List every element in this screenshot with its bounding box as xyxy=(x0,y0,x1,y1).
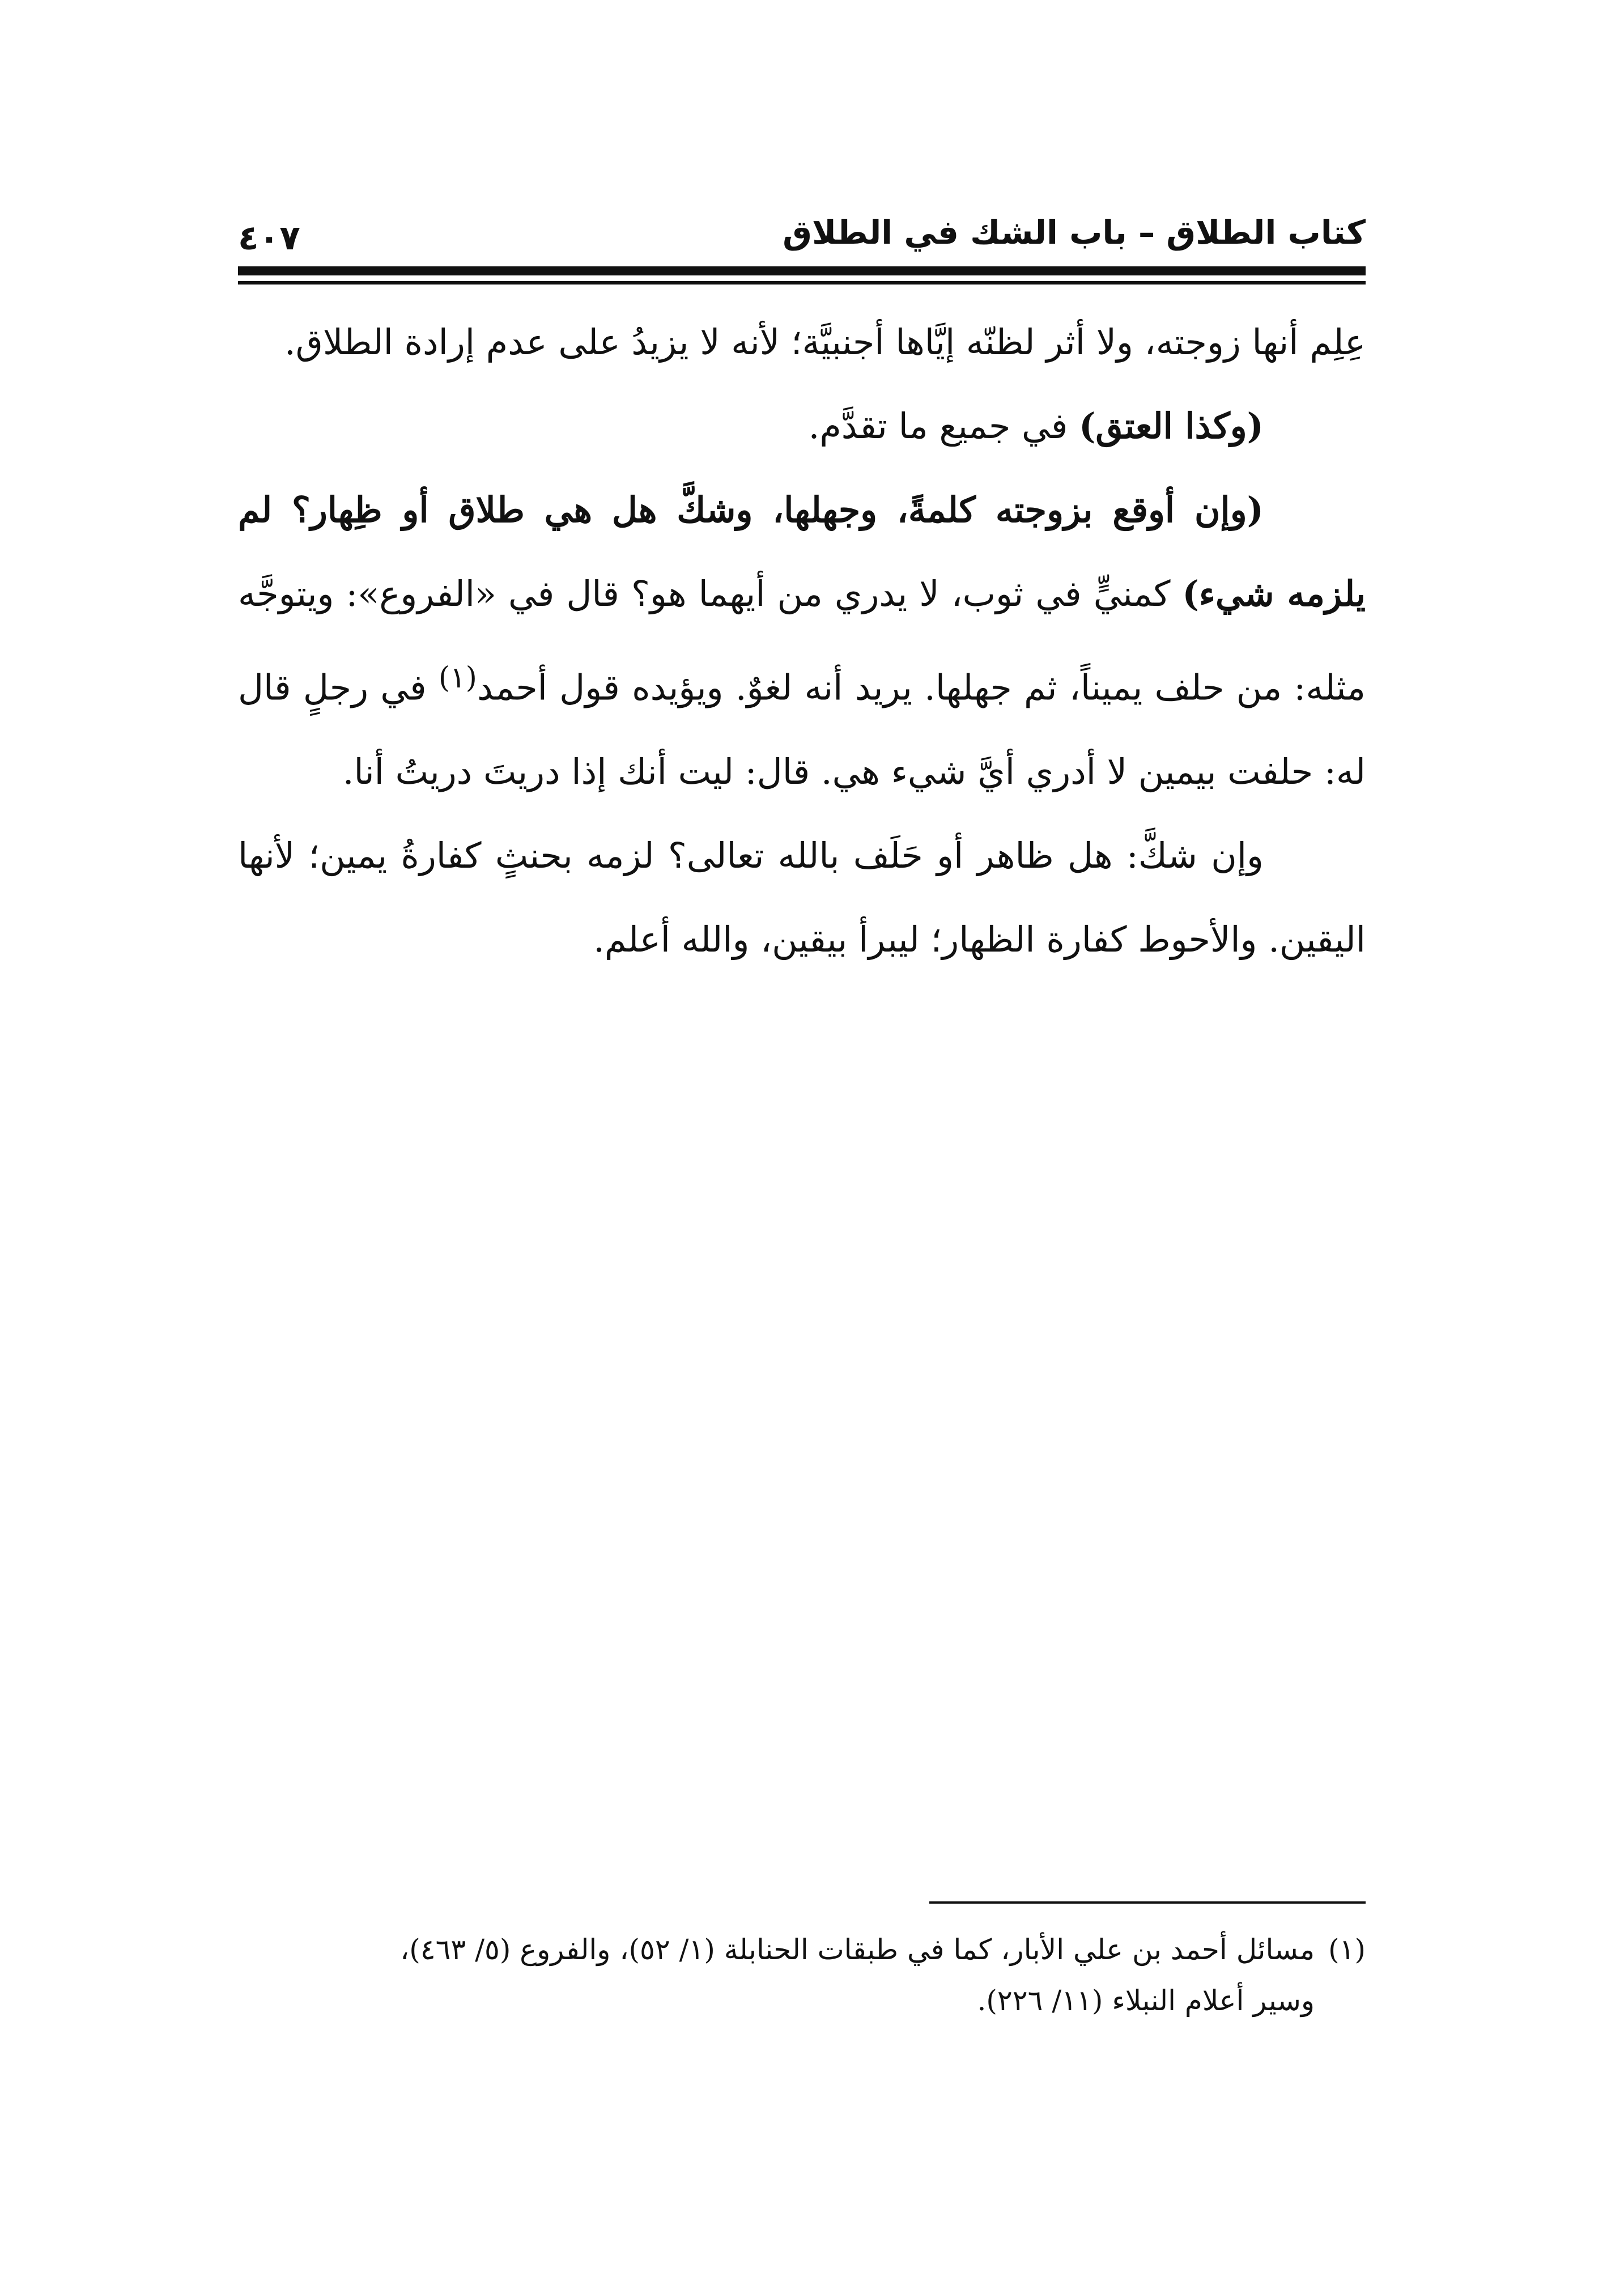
main-text xyxy=(238,300,1366,982)
footnote-1-line-2: وسير أعلام النبلاء (١١/ ٢٢٦). xyxy=(977,1984,1315,2017)
header-title: كتاب الطلاق – باب الشك في الطلاق xyxy=(783,213,1366,252)
paragraph-3 xyxy=(238,468,1366,814)
footnote-separator xyxy=(929,1901,1366,1904)
footnote-1-line-1 xyxy=(238,1924,1366,1975)
footnote-1-text: مسائل أحمد بن علي الأبار، كما في طبقات الحنابلة (١/ ٥٢)، والفروع (٥/ ٤٦٣)، xyxy=(400,1933,1315,1966)
paragraph-2 xyxy=(238,384,1366,468)
footnote-reference: (١) xyxy=(438,661,477,695)
running-header xyxy=(238,204,1366,261)
paragraph-2-text: في جميع ما تقدَّم. xyxy=(808,405,1079,447)
paragraph-3-tail: في رجلٍ قال له: حلفت بيمين لا أدري أيَّ شيء هي. قال: ليت أنك إذا دريتَ دريتُ أنا. xyxy=(238,666,1366,792)
header-rule-thin xyxy=(238,281,1366,284)
footnote-marker: (١) xyxy=(1328,1933,1366,1966)
footnotes xyxy=(238,1924,1366,2026)
page-number: ٤٠٧ xyxy=(238,218,300,258)
paragraph-3-text: كمنيٍّ في ثوب، لا يدري من أيهما هو؟ قال في «الفروع»: ويتوجَّه مثله: من حلف يميناً، ثم جهلها. يريد أنه لغوٌ. ويؤيده قول أحمد xyxy=(238,573,1366,708)
paragraph-1: عِلِم أنها زوجته، ولا أثر لظنّه إيَّاها أجنبيَّة؛ لأنه لا يزيدُ على عدم إرادة الطلاق. xyxy=(284,321,1366,363)
paragraph-2-bold: (وكذا العتق) xyxy=(1079,405,1264,447)
paragraph-4: وإن شكَّ: هل ظاهر أو حَلَف بالله تعالى؟ لزمه بحنثٍ كفارةُ يمين؛ لأنها اليقين. والأحوط كفارة الظهار؛ ليبرأ بيقين، والله أعلم. xyxy=(238,834,1366,960)
header-rule-thick xyxy=(238,266,1366,275)
paragraph-3-bold: (وإن أوقع بزوجته كلمةً، وجهلها، وشكَّ هل هي طلاق أو ظِهار؟ لم يلزمه شيء) xyxy=(238,489,1366,614)
